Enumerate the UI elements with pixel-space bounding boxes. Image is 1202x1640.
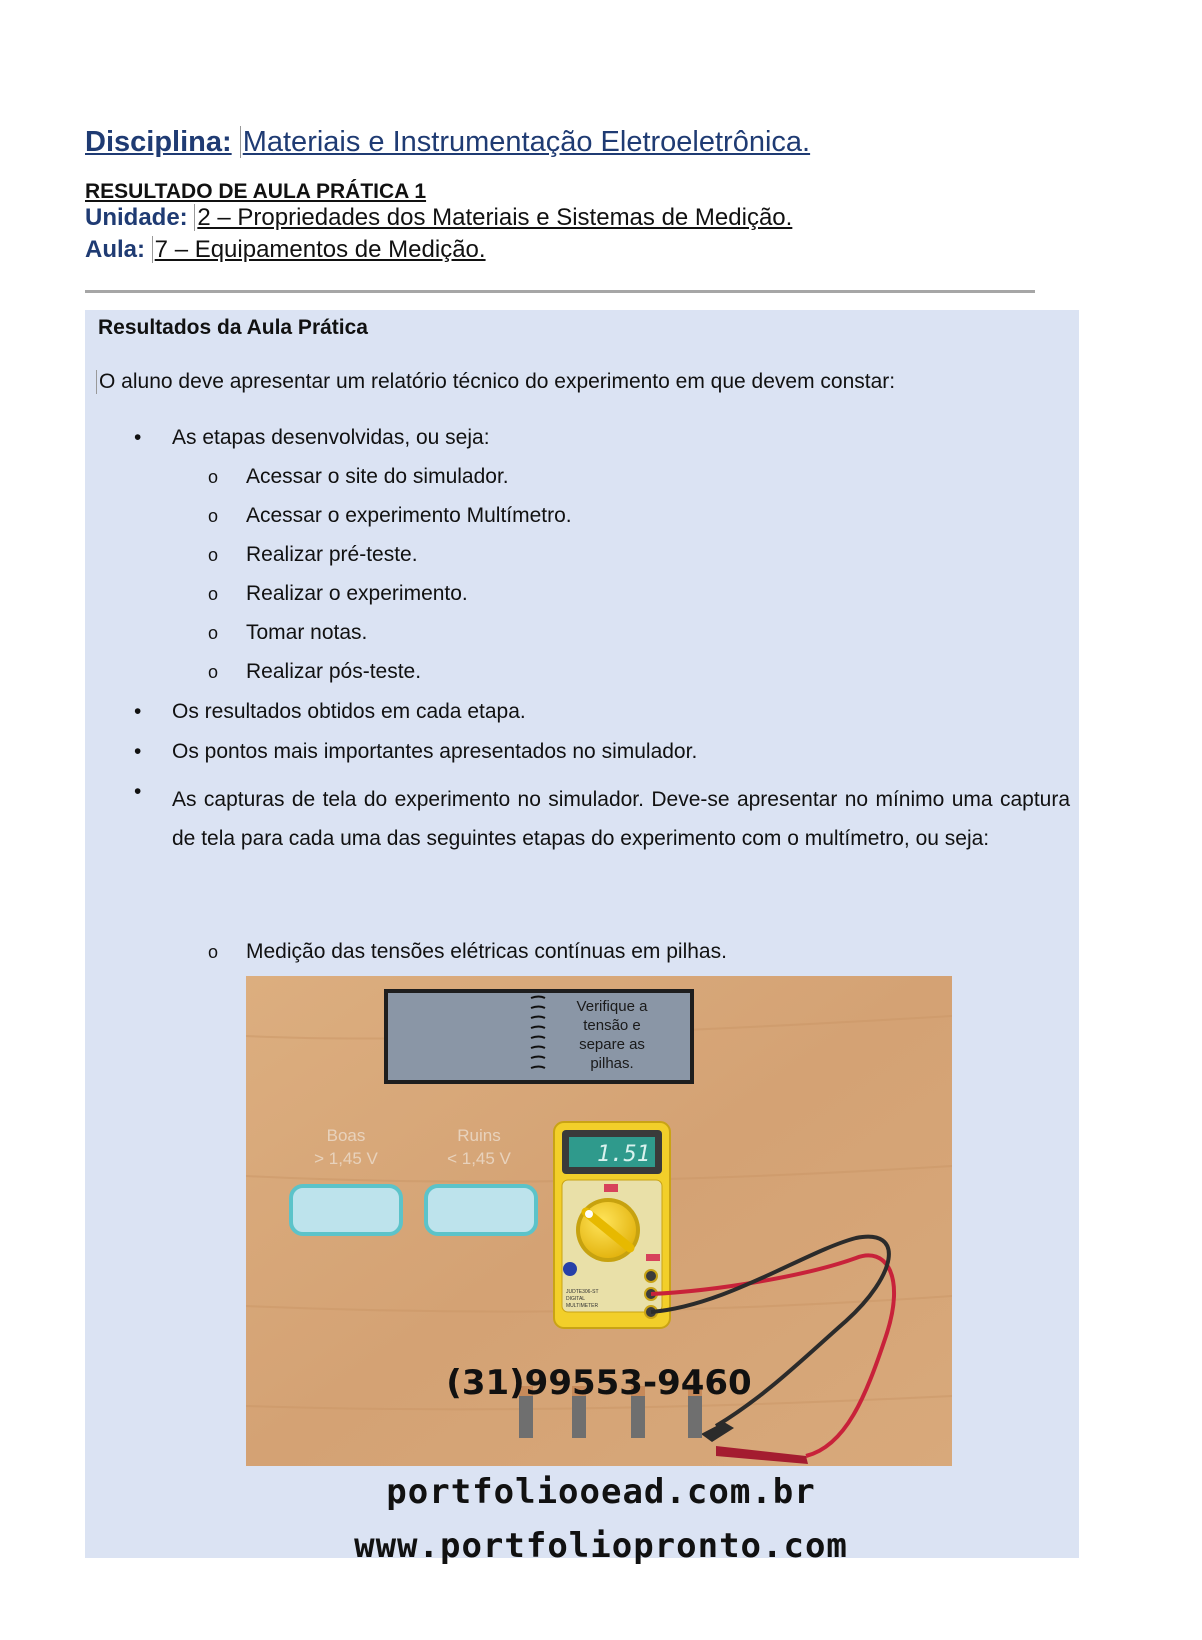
bullet-icon: • bbox=[134, 740, 142, 763]
instruction-line: separe as bbox=[579, 1036, 645, 1053]
unit-key: Unidade: bbox=[85, 204, 188, 231]
site-watermark: www.portfoliopronto.com bbox=[354, 1526, 848, 1566]
simulator-screenshot bbox=[246, 976, 952, 1466]
sub-item-text: Medição das tensões elétricas contínuas em pilhas. bbox=[246, 940, 727, 963]
panel-intro: O aluno deve apresentar um relatório técnico do experimento em que devem constar: bbox=[96, 370, 895, 394]
circle-bullet-icon: o bbox=[208, 467, 219, 487]
bullet-icon: • bbox=[134, 780, 142, 803]
lesson-value: 7 – Equipamentos de Medição. bbox=[152, 236, 486, 263]
discipline-key: Disciplina: bbox=[85, 126, 232, 158]
circle-bullet-icon: o bbox=[208, 623, 219, 643]
discipline-heading bbox=[85, 126, 810, 159]
sub-item-text: Realizar pós-teste. bbox=[246, 660, 422, 683]
good-threshold: > 1,45 V bbox=[314, 1149, 378, 1168]
sub-item-text: Acessar o site do simulador. bbox=[246, 465, 509, 488]
bad-label: Ruins bbox=[457, 1126, 501, 1145]
unit-value: 2 – Propriedades dos Materiais e Sistemas de Medição. bbox=[194, 204, 792, 231]
circle-bullet-icon: o bbox=[208, 506, 219, 526]
discipline-value: Materiais e Instrumentação Eletroeletrônica. bbox=[240, 126, 810, 158]
circle-bullet-icon: o bbox=[208, 584, 219, 604]
display-value: 1.51 bbox=[597, 1142, 650, 1167]
sub-item-text: Tomar notas. bbox=[246, 621, 368, 644]
bad-threshold: < 1,45 V bbox=[447, 1149, 511, 1168]
meter-brand: DIGITAL bbox=[566, 1296, 586, 1302]
good-label: Boas bbox=[326, 1126, 366, 1145]
sub-item-text: Realizar o experimento. bbox=[246, 582, 468, 605]
bullet-icon: • bbox=[134, 700, 142, 723]
meter-brand: MULTIMETER bbox=[566, 1303, 599, 1309]
sub-item-text: Acessar o experimento Multímetro. bbox=[246, 504, 572, 527]
bad-batteries-bin[interactable] bbox=[426, 1186, 536, 1234]
lesson-key: Aula: bbox=[85, 236, 145, 263]
circle-bullet-icon: o bbox=[208, 545, 219, 565]
instruction-line: pilhas. bbox=[590, 1055, 634, 1072]
multimeter[interactable] bbox=[554, 1122, 670, 1328]
hold-button[interactable] bbox=[563, 1262, 577, 1276]
horizontal-divider bbox=[85, 290, 1035, 293]
bullet-text: Os pontos mais importantes apresentados no simulador. bbox=[172, 740, 698, 763]
lesson-line bbox=[85, 236, 486, 264]
phone-watermark: (31)99553-9460 bbox=[446, 1363, 752, 1403]
bullet-text: Os resultados obtidos em cada etapa. bbox=[172, 700, 526, 723]
instruction-line: tensão e bbox=[583, 1017, 641, 1034]
bullet-text: As etapas desenvolvidas, ou seja: bbox=[172, 426, 490, 449]
unit-line bbox=[85, 204, 792, 232]
sub-item-text: Realizar pré-teste. bbox=[246, 543, 418, 566]
meter-brand: JUDTE306-ST bbox=[566, 1289, 599, 1295]
result-title: RESULTADO DE AULA PRÁTICA 1 bbox=[85, 180, 427, 203]
good-batteries-bin[interactable] bbox=[291, 1186, 401, 1234]
circle-bullet-icon: o bbox=[208, 662, 219, 682]
bullet-icon: • bbox=[134, 426, 142, 449]
panel-title: Resultados da Aula Prática bbox=[98, 316, 368, 339]
instruction-line: Verifique a bbox=[576, 998, 648, 1015]
bullet-paragraph: As capturas de tela do experimento no simulador. Deve-se apresentar no mínimo uma captura de tela para cada uma das seguintes etapas do experimento com o multímetro, ou seja: bbox=[172, 788, 1070, 850]
circle-bullet-icon: o bbox=[208, 942, 219, 962]
site-watermark: portfoliooead.com.br bbox=[386, 1472, 816, 1512]
